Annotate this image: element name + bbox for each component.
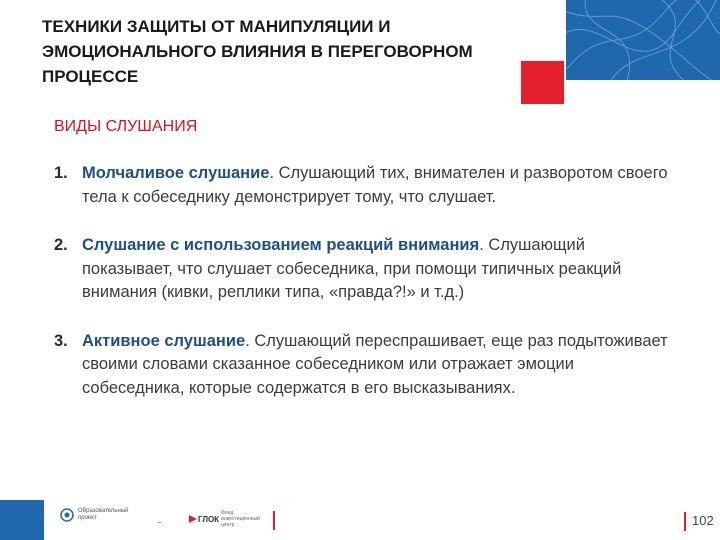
section-subtitle: ВИДЫ СЛУШАНИЯ bbox=[54, 118, 198, 135]
listening-types-list bbox=[54, 162, 674, 400]
partner-logo-name: ГЛОК bbox=[198, 514, 220, 524]
play-arrow-logo-icon bbox=[188, 514, 198, 524]
item-description: . Слушающий показывает, что слушает собеседника, при помощи типичных реакций внимания (кивки, реплики типа, «правда?!» и т.д.) bbox=[82, 236, 622, 301]
item-number: 3. bbox=[54, 331, 68, 350]
globe-logo-icon bbox=[60, 508, 74, 522]
partner-logo bbox=[188, 510, 260, 528]
list-item bbox=[54, 162, 674, 209]
footer-divider bbox=[684, 512, 686, 531]
page-number: 102 bbox=[692, 513, 714, 528]
logo-text: Образовательный проект bbox=[78, 508, 129, 521]
education-project-logo bbox=[60, 508, 129, 522]
item-term: Активное слушание bbox=[82, 331, 246, 350]
item-term: Слушание с использованием реакций внимания bbox=[82, 236, 480, 254]
slide-title: ТЕХНИКИ ЗАЩИТЫ ОТ МАНИПУЛЯЦИИ И ЭМОЦИОНАЛЬНОГО ВЛИЯНИЯ В ПЕРЕГОВОРНОМ ПРОЦЕССЕ bbox=[42, 17, 473, 86]
list-item bbox=[54, 234, 674, 305]
item-number: 1. bbox=[54, 164, 68, 182]
partner-logo-subtext: Фонд инвестиционный центр bbox=[221, 510, 260, 528]
decorative-red-square bbox=[521, 61, 564, 104]
footer-blue-block bbox=[0, 500, 44, 540]
item-number: 2. bbox=[54, 236, 68, 254]
footer-divider bbox=[273, 511, 275, 530]
footer-mark bbox=[158, 522, 161, 523]
item-description: . Слушающий переспрашивает, еще раз подытоживает своими словами сказанное собеседником или отражает эмоции собеседника, которые содержатся в его высказываниях. bbox=[82, 331, 668, 397]
item-term: Молчаливое слушание bbox=[82, 164, 270, 182]
swirl-pattern-icon bbox=[566, 0, 720, 80]
decorative-blue-pattern bbox=[566, 0, 720, 80]
list-item bbox=[54, 330, 674, 401]
item-description: . Слушающий тих, внимателен и разворотом своего тела к собеседнику демонстрирует тому, что слушает. bbox=[82, 164, 668, 206]
